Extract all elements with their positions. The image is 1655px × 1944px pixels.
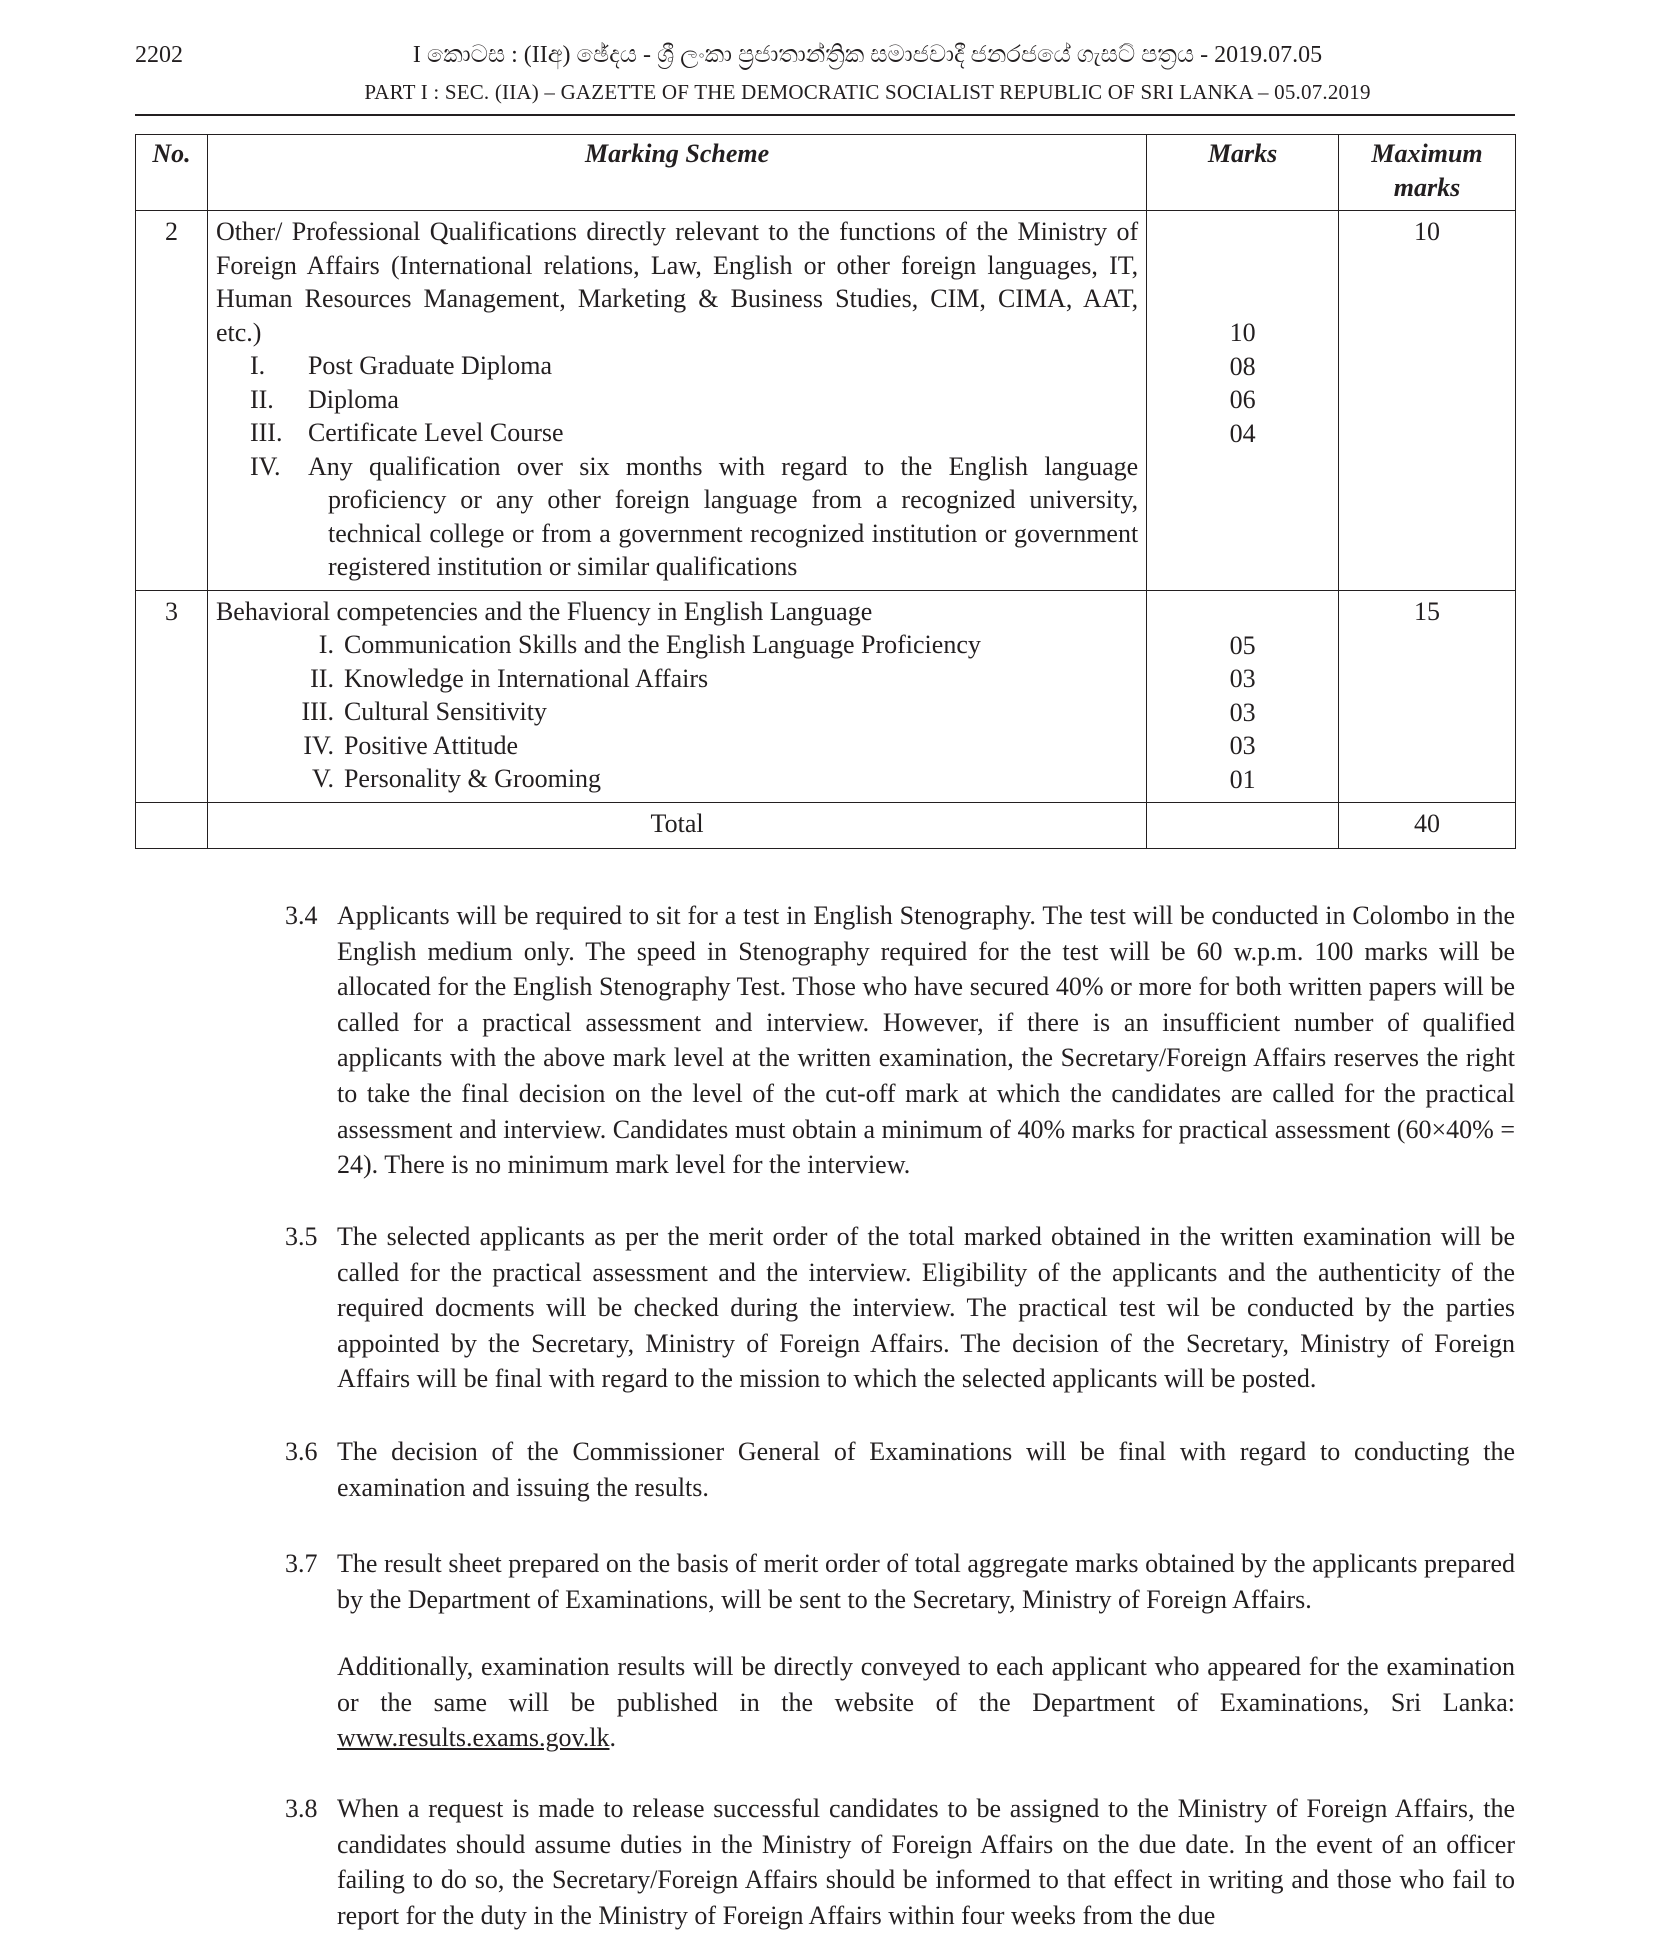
row-max-marks: 15 xyxy=(1339,590,1516,802)
list-item: I. Communication Skills and the English Language Proficiency xyxy=(318,630,981,659)
section-number: 3.8 xyxy=(285,1794,318,1823)
list-item: V. Personality & Grooming xyxy=(312,764,602,793)
list-item: IV. Positive Attitude xyxy=(303,730,519,760)
gazette-title-sinhala: I කොටස : (IIඅ) ඡේදය - ශ්‍රී ලංකා ප්‍රජාතාන්ත්‍රික සමාජවාදී ජනරජයේ ගැසට් පත්‍රය - 2019.07.05 xyxy=(412,42,1323,68)
row-description xyxy=(207,211,1146,591)
list-item: IV. Any qualification over six months with regard to the English language proficiency or any other foreign language from a recognized university, technical college or from a government recognized institution or government registered institution or similar qualifications xyxy=(249,451,1139,581)
row-max-marks: 10 xyxy=(1339,211,1516,591)
list-item: I. Post Graduate Diploma xyxy=(249,351,553,380)
section-3-5 xyxy=(285,1219,1515,1397)
row-intro: Behavioral competencies and the Fluency in English Language xyxy=(215,596,873,626)
results-website-link[interactable]: www.results.exams.gov.lk xyxy=(337,1723,610,1753)
list-item: III. Cultural Sensitivity xyxy=(301,697,547,726)
row-description xyxy=(207,590,1146,802)
total-label: Total xyxy=(207,802,1146,849)
header-no: No. xyxy=(136,135,208,211)
section-3-7 xyxy=(285,1546,1515,1756)
page-number: 2202 xyxy=(135,42,183,68)
section-text: Applicants will be required to sit for a test in English Stenography. The test will be conducted in Colombo in the English medium only. The speed in Stenography required for the test will be 60 w.p.m. 100 marks will be allocated for the English Stenography Test. Those who have secured 40% or more for both written papers will be called for a practical assessment and interview. However, if there is an insufficient number of qualified applicants with the above mark level at the written examination, the Secretary/Foreign Affairs reserves the right to take the final decision on the level of the cut-off mark at which the candidates are called for the practical assessment and interview. Candidates must obtain a minimum of 40% marks for practical assessment (60×40% = 24). There is no minimum mark level for the interview. xyxy=(337,901,1515,1180)
section-number: 3.4 xyxy=(285,901,318,930)
table-row xyxy=(136,211,1516,591)
total-value: 40 xyxy=(1339,802,1516,849)
list-item: III. Certificate Level Course xyxy=(249,418,564,447)
list-item: II. Knowledge in International Affairs xyxy=(310,663,709,693)
section-3-6 xyxy=(285,1434,1515,1505)
section-3-4 xyxy=(285,898,1515,1183)
section-text: The decision of the Commissioner General of Examinations will be final with regard to conducting the examination and issuing the results. xyxy=(337,1437,1515,1502)
section-text: When a request is made to release successful candidates to be assigned to the Ministry of Foreign Affairs, the candidates should assume duties in the Ministry of Foreign Affairs on the due date. In the event of an officer failing to do so, the Secretary/Foreign Affairs should be informed to that effect in writing and those who fail to report for the duty in the Ministry of Foreign Affairs within four weeks from the due xyxy=(337,1794,1515,1930)
row-number: 2 xyxy=(136,211,208,591)
header-maximum-marks: Maximum marks xyxy=(1339,135,1516,211)
table-row xyxy=(136,590,1516,802)
gazette-title-english: PART I : SEC. (IIA) – GAZETTE OF THE DEMOCRATIC SOCIALIST REPUBLIC OF SRI LANKA – 05.07.2019 xyxy=(364,80,1371,104)
row-marks: 05 03 03 03 01 xyxy=(1147,590,1339,802)
section-3-8 xyxy=(285,1791,1515,1933)
section-text: The selected applicants as per the merit order of the total marked obtained in the written examination will be called for the practical assessment and the interview. Eligibility of the applicants and the authenticity of the required docments will be checked during the interview. The practical test wil be conducted by the parties appointed by the Secretary, Ministry of Foreign Affairs. The decision of the Secretary, Ministry of Foreign Affairs will be final with regard to the mission to which the selected applicants will be posted. xyxy=(337,1222,1515,1394)
marking-scheme-table xyxy=(135,134,1516,849)
header-divider xyxy=(135,114,1515,116)
section-number: 3.6 xyxy=(285,1437,318,1466)
table-total-row xyxy=(136,802,1516,849)
header-marking-scheme: Marking Scheme xyxy=(207,135,1146,211)
section-text: The result sheet prepared on the basis of merit order of total aggregate marks obtained by the applicants prepared by the Department of Examinations, will be sent to the Secretary, Ministry of Foreign Affairs. Additionally, examination results will be directly conveyed to each applicant who appeared for the examination or the same will be published in the website of the Department of Examinations, Sri Lanka: www.results.exams.gov.lk. xyxy=(337,1549,1515,1753)
header-marks: Marks xyxy=(1147,135,1339,211)
row-number: 3 xyxy=(136,590,208,802)
list-item: II. Diploma xyxy=(249,384,399,414)
table-header-row xyxy=(136,135,1516,211)
section-number: 3.5 xyxy=(285,1222,318,1251)
row-intro: Other/ Professional Qualifications directly relevant to the functions of the Ministry of Foreign Affairs (International relations, Law, English or other foreign languages, IT, Human Resources Management, Marketing & Business Studies, CIM, CIMA, AAT, etc.) xyxy=(215,217,1139,347)
section-number: 3.7 xyxy=(285,1549,318,1578)
row-marks: 10 08 06 04 xyxy=(1147,211,1339,591)
